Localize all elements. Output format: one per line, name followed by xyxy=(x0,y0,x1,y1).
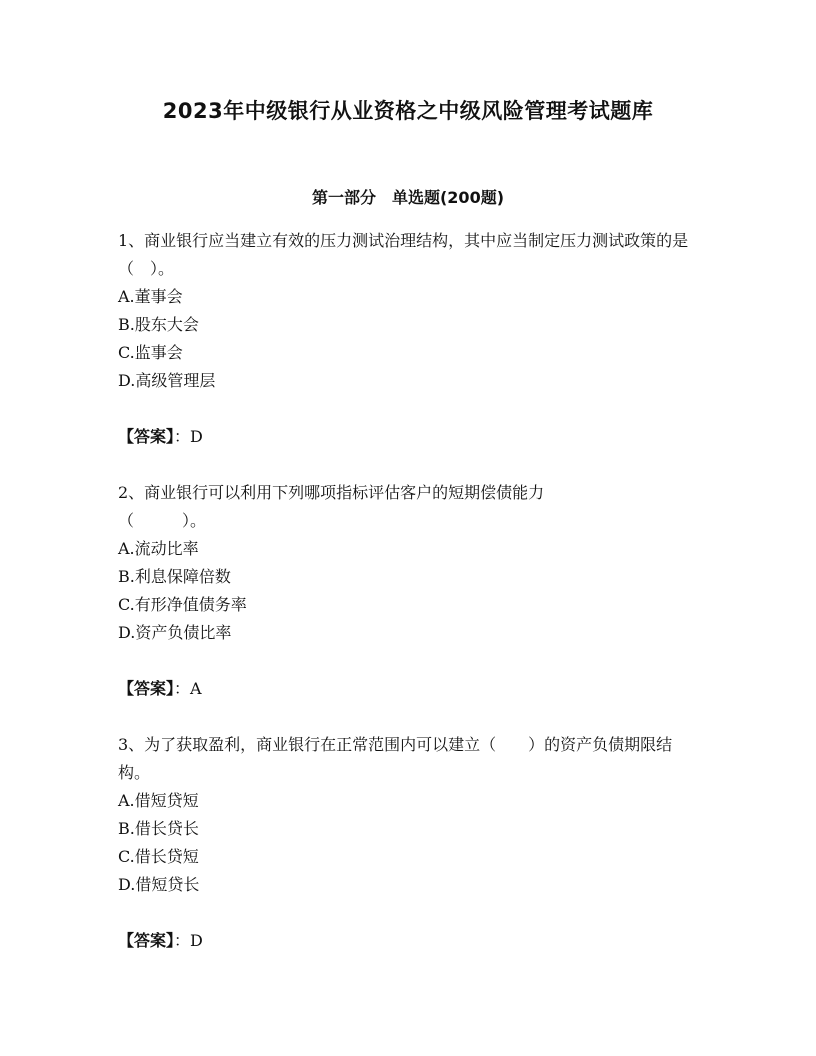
option-a: A.流动比率 xyxy=(118,539,199,558)
answer-line xyxy=(118,675,698,703)
answer-separator: ： xyxy=(174,679,191,698)
answer-value: D xyxy=(190,931,203,950)
option-a: A.董事会 xyxy=(118,287,183,306)
question-3 xyxy=(118,731,698,955)
answer-value: A xyxy=(190,679,202,698)
option-c: C.借长贷短 xyxy=(118,847,199,866)
answer-value: D xyxy=(190,427,203,446)
answer-line xyxy=(118,927,698,955)
question-blank: （ ）。 xyxy=(118,511,207,530)
answer-tag: 【答案】 xyxy=(118,427,175,446)
option-d: D.资产负债比率 xyxy=(118,623,232,642)
page-title: 2023年中级银行从业资格之中级风险管理考试题库 xyxy=(162,99,654,123)
question-stem: 1、商业银行应当建立有效的压力测试治理结构，其中应当制定压力测试政策的是（ ）。 xyxy=(118,231,689,278)
option-c: C.监事会 xyxy=(118,343,183,362)
option-b: B.股东大会 xyxy=(118,315,199,334)
question-1 xyxy=(118,227,698,451)
option-b: B.利息保障倍数 xyxy=(118,567,231,586)
option-b: B.借长贷长 xyxy=(118,819,199,838)
option-d: D.借短贷长 xyxy=(118,875,200,894)
option-c: C.有形净值债务率 xyxy=(118,595,247,614)
answer-tag: 【答案】 xyxy=(118,679,175,698)
question-2 xyxy=(118,479,698,703)
question-list xyxy=(118,227,698,983)
option-a: A.借短贷短 xyxy=(118,791,199,810)
section-heading: 第一部分 单选题(200题) xyxy=(311,188,505,207)
answer-tag: 【答案】 xyxy=(118,931,175,950)
answer-separator: ： xyxy=(174,931,191,950)
option-d: D.高级管理层 xyxy=(118,371,216,390)
question-stem: 3、为了获取盈利，商业银行在正常范围内可以建立（ ）的资产负债期限结构。 xyxy=(118,735,673,782)
answer-separator: ： xyxy=(174,427,191,446)
answer-line xyxy=(118,423,698,451)
question-stem: 2、商业银行可以利用下列哪项指标评估客户的短期偿债能力 xyxy=(118,483,545,502)
